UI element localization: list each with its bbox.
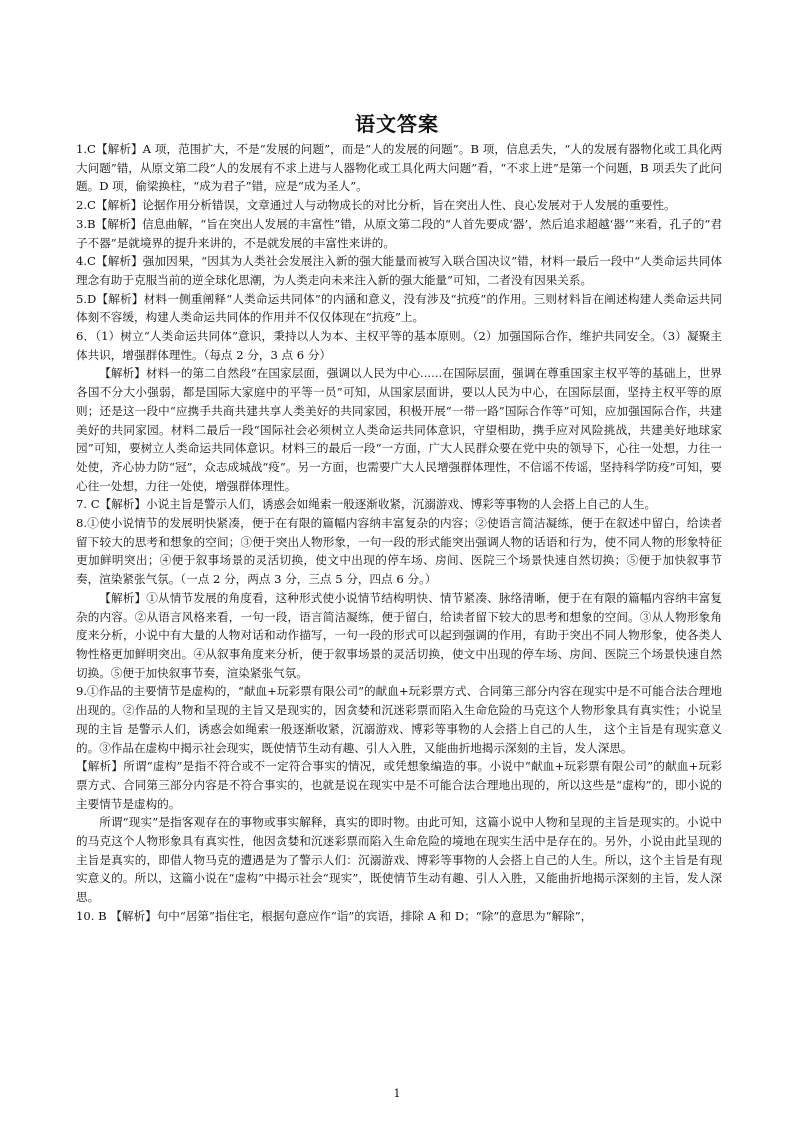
answer-10: 10. B 【解析】句中“居第”指住宅，根据句意应作“诣”的宾语，排除 A 和 D；“除”的意思为“解除”， (76, 908, 593, 923)
answer-2: 2.C【解析】论据作用分析错误，文章通过人与动物成长的对比分析，旨在突出人性、良心发展对于人发展的重要性。 (76, 198, 676, 213)
answer-9: 9.①作品的主要情节是虚构的，“献血+玩彩票有限公司”的献血+玩彩票方式、合同第三部分内容在现实中是不可能合法合理地出现的。②作品的人物和呈现的主旨又是现实的，因贪婪和沉迷彩票而陷入生命危险的马克这个人物形象具有真实性；小说呈现的主旨 是警示人们，诱惑会如绳索一般逐渐收紧，沉溺游戏、博彩等事物的人会搭上自己的人生， 这个主旨是有现实意义的。③作品在虚构中揭示社会现实，既使情节生动有趣、引人入胜，又能曲折地揭示深刻的主旨，发人深思。 (76, 684, 722, 755)
answer-9-analysis-continued: 所谓“现实”是指客观存在的事物或事实解释，真实的即时物。由此可知，这篇小说中人物和呈现的主旨是现实的。小说中的马克这个人物形象具有真实性，他因贪婪和沉迷彩票而陷入生命危险的境地在现实生活中是存在的。另外，小说由此呈现的主旨是真实的，即借人物马克的遭遇是为了警示人们：沉溺游戏、博彩等事物的人会搭上自己的人生。所以，这个主旨是有现实意义的。所以，这篇小说在“虚构”中揭示社会“现实”，既使情节生动有趣、引人入胜，又能曲折地揭示深刻的主旨，发人深思。 (76, 815, 722, 905)
page-title: 语文答案 (355, 112, 439, 136)
answer-6-analysis: 【解析】材料一的第二自然段“在国家层面，强调以人民为中心......在国际层面，强调在尊重国家主权平等的基础上，世界各国不分大小强弱，都是国际大家庭中的平等一员”可知，从国家层面讲，要以人民为中心，在国际层面，坚持主权平等的原则；还是这一段中“应携手共商共建共享人类美好的共同家园，积极开展“一带一路”国际合作等”可知，应加强国际合作，共建美好的共同家园。材料二最后一段“国际社会必须树立人类命运共同体意识，守望相助，携手应对风险挑战，共建美好地球家园”可知，要树立人类命运共同体意识。材料三的最后一段“一方面，广大人民群众要在党中央的领导下，心往一处想，力往一处使，齐心协力防“冠”，众志成城战“疫”。另一方面，也需要广大人民增强群体理性，不信谣不传谣，坚持科学防疫”可知，要心往一处想，力往一处使，增强群体理性。 (76, 366, 722, 493)
answer-7: 7. C【解析】小说主旨是警示人们，诱惑会如绳索一般逐渐收紧，沉溺游戏、博彩等事物的人会搭上自己的人生。 (76, 497, 657, 512)
answer-8: 8.①使小说情节的发展明快紧凑，便于在有限的篇幅内容纳丰富复杂的内容；②使语言简洁凝练，便于在叙述中留白，给读者留下较大的思考和想象的空间；③便于突出人物形象，一句一段的形式能突出强调人物的话语和行为，使不同人物的形象特征更加鲜明突出；④便于叙事场景的灵活切换，使文中出现的停车场、房间、医院三个场景快速自然切换；⑤便于加快叙事节奏，渲染紧张气氛。（一点 2 分，两点 3 分，三点 5 分，四点 6 分。） (76, 516, 722, 587)
answer-9-analysis: 【解析】所谓“虚构”是指不符合或不一定符合事实的情况，或凭想象编造的事。小说中“献血+玩彩票有限公司”的献血+玩彩票方式、合同第三部分内容是不符合事实的，也就是说在现实中是不可能合法合理地出现的，所以这些是“虚构”的，即小说的主要情节是虚构的。 (76, 759, 722, 811)
answer-1: 1.C【解析】A 项，范围扩大，不是“发展的问题”，而是“人的发展的问题”。B 项，信息丢失，“人的发展有器物化或工具化两大问题”错，从原文第二段“人的发展有不求上进与人器物化或工具化两大问题”看，“不求上进”是第一个问题，B 项丢失了此问题。D 项，偷梁换柱，“成为君子”错，应是“成为圣人”。 (76, 142, 722, 194)
answer-content (76, 140, 722, 926)
answer-3: 3.B【解析】信息曲解，“旨在突出人发展的丰富性”错，从原文第二段的“人首先要成‘器’，然后追求超越‘器’”来看，孔子的“君子不器”是就境界的提升来讲的，不是就发展的丰富性来讲的。 (76, 216, 722, 250)
answer-5: 5.D【解析】材料一侧重阐释“人类命运共同体”的内涵和意义，没有涉及“抗疫”的作用。三则材料旨在阐述构建人类命运共同体刻不容缓，构建人类命运共同体的作用并不仅仅体现在“抗疫”上。 (76, 291, 722, 325)
answer-8-analysis: 【解析】①从情节发展的角度看，这种形式使小说情节结构明快、情节紧凑、脉络清晰，便于在有限的篇幅内容纳丰富复杂的内容。②从语言风格来看，一句一段，语言简洁凝练，便于留白，给读者留下较大的思考和想象的空间。③从人物形象角度来分析，小说中有大量的人物对话和动作描写，一句一段的形式可以起到强调的作用，有助于突出不同人物形象，使各类人物性格更加鲜明突出。④从叙事角度来分析，便于叙事场景的灵活切换，使文中出现的停车场、房间、医院三个场景快速自然切换。⑤便于加快叙事节奏，渲染紧张气氛。 (76, 590, 722, 680)
answer-4: 4.C【解析】强加因果，“因其为人类社会发展注入新的强大能量而被写入联合国决议”错，材料一最后一段中“人类命运共同体理念有助于克服当前的逆全球化思潮，为人类走向未来注入新的强大能量”可知，二者没有因果关系。 (76, 254, 722, 287)
page-number: 1 (393, 1087, 401, 1100)
answer-6: 6．（1）树立“人类命运共同体”意识，秉持以人为本、主权平等的基本原则。（2）加强国际合作，维护共同安全。（3）凝聚主体共识，增强群体理性。（每点 2 分，3 点 6 分） (76, 329, 722, 362)
